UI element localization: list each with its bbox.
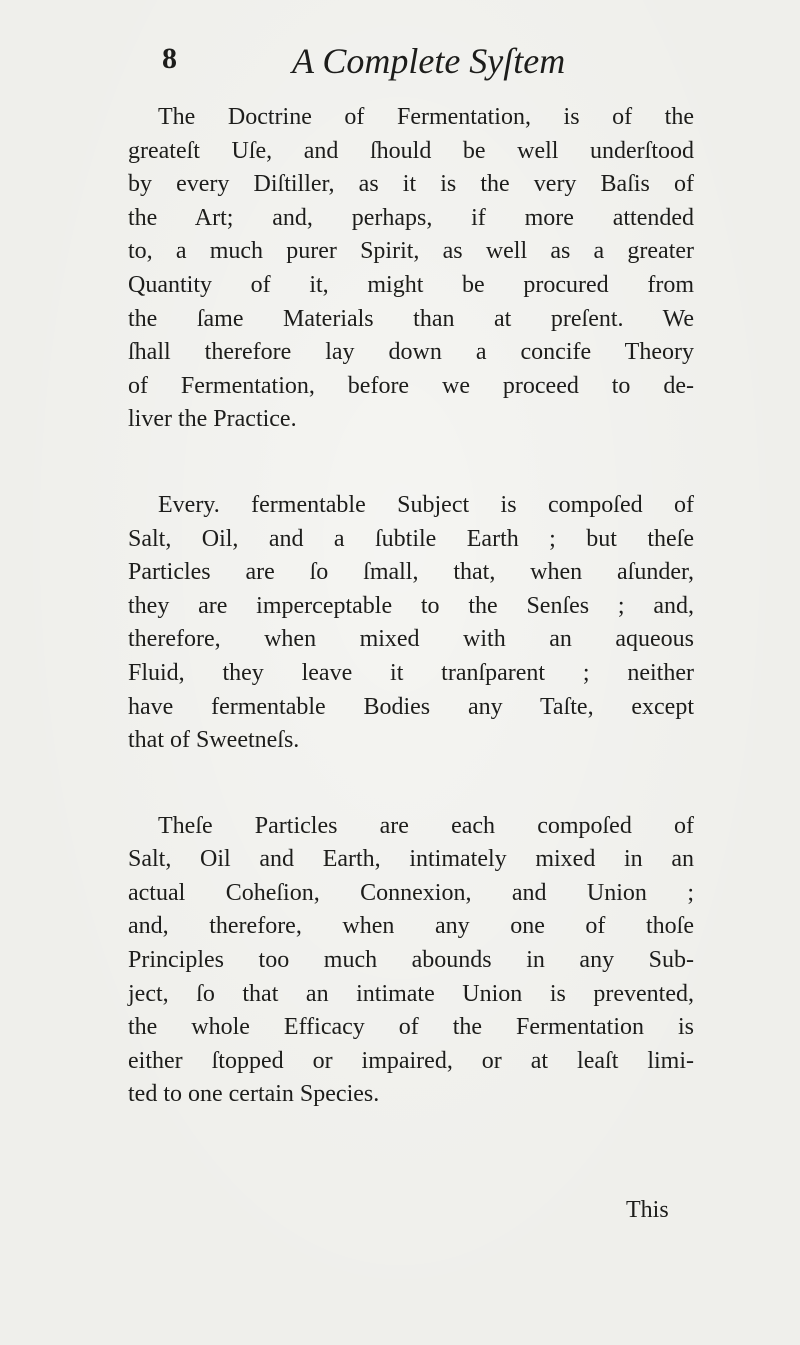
catchword: This	[626, 1197, 669, 1223]
text-line: they are imperceptable to the Senſes ; and,	[128, 592, 694, 619]
page-header	[0, 40, 800, 90]
paragraph-fermentable-subject	[128, 489, 694, 758]
text-line: ted to one certain Species.	[128, 1081, 380, 1108]
text-line: have fermentable Bodies any Taſte, except	[128, 693, 694, 720]
text-line: Every. fermentable Subject is compoſed of	[158, 491, 694, 518]
text-line: The Doctrine of Fermentation, is of the	[158, 104, 694, 130]
text-line: Quantity of it, might be procured from	[128, 271, 694, 298]
text-line: ject, ſo that an intimate Union is prevented,	[128, 980, 694, 1007]
text-line: the whole Efficacy of the Fermentation is	[128, 1014, 694, 1041]
text-line: and, therefore, when any one of thoſe	[128, 913, 694, 940]
text-line: the Art; and, perhaps, if more attended	[128, 204, 694, 231]
running-head: A Complete Syſtem	[292, 41, 566, 81]
page-number: 8	[162, 42, 177, 75]
text-line: by every Diſtiller, as it is the very Baſis of	[128, 171, 694, 198]
text-line: that of Sweetneſs.	[128, 727, 300, 754]
text-line: actual Coheſion, Connexion, and Union ;	[128, 879, 694, 906]
text-line: therefore, when mixed with an aqueous	[128, 626, 694, 653]
text-line: to, a much purer Spirit, as well as a greater	[128, 238, 694, 265]
text-line: Salt, Oil and Earth, intimately mixed in an	[128, 846, 694, 873]
text-line: greateſt Uſe, and ſhould be well underſtood	[128, 137, 694, 164]
text-line: liver the Practice.	[128, 406, 297, 433]
text-line: Fluid, they leave it tranſparent ; neither	[128, 659, 694, 686]
text-line: ſhall therefore lay down a concife Theory	[128, 339, 694, 366]
paragraph-fermentation-doctrine	[128, 101, 694, 437]
paragraph-particles	[128, 810, 694, 1112]
text-line: Principles too much abounds in any Sub-	[128, 947, 694, 974]
text-line: Theſe Particles are each compoſed of	[158, 812, 694, 839]
text-line: Particles are ſo ſmall, that, when aſunder,	[128, 559, 694, 586]
text-line: of Fermentation, before we proceed to de-	[128, 372, 694, 399]
body-text	[128, 101, 694, 1112]
text-line: the ſame Materials than at preſent. We	[128, 305, 694, 332]
text-line: Salt, Oil, and a ſubtile Earth ; but theſe	[128, 525, 694, 552]
text-line: either ſtopped or impaired, or at leaſt limi-	[128, 1047, 694, 1074]
